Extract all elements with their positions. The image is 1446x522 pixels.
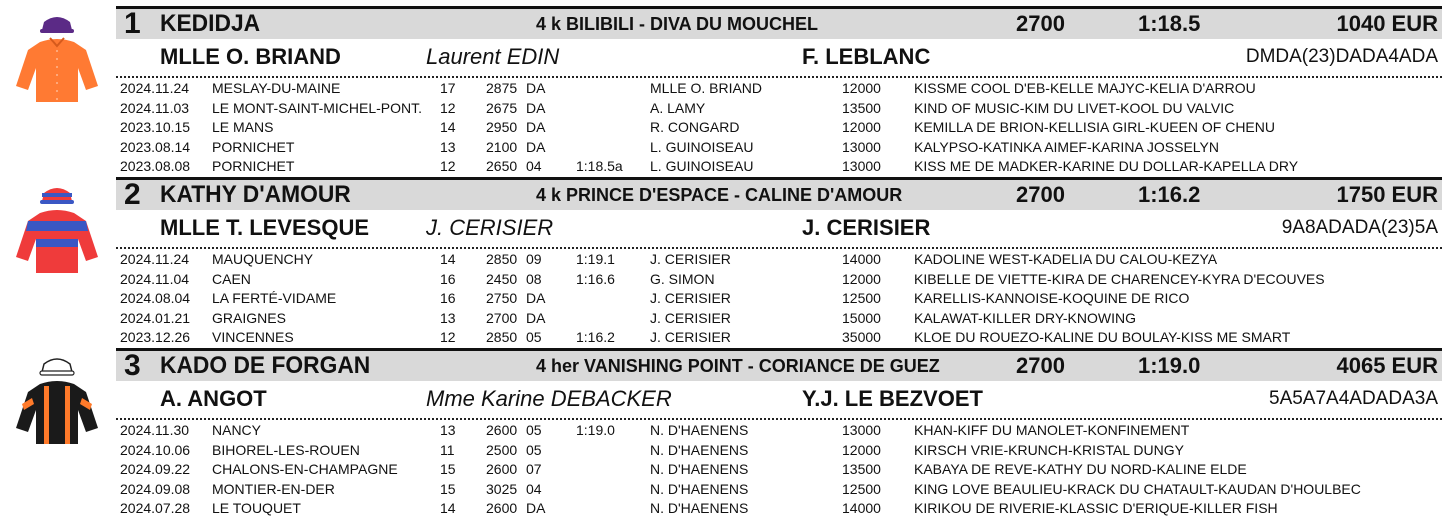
race-top-three: KING LOVE BEAULIEU-KRACK DU CHATAULT-KAUDAN D'HOULBEC: [914, 480, 1361, 497]
entry-1[interactable]: [0, 6, 1446, 180]
driver: Mme Karine DEBACKER: [426, 386, 672, 411]
race-top-three: KIRSCH VRIE-KRUNCH-KRISTAL DUNGY: [914, 441, 1184, 458]
horse-name[interactable]: KADO DE FORGAN: [160, 352, 371, 379]
form-string: DMDA(23)DADA4ADA: [1245, 46, 1438, 67]
race-top-three: KIND OF MUSIC-KIM DU LIVET-KOOL DU VALVIC: [914, 99, 1235, 116]
race-driver: J. CERISIER: [650, 309, 731, 326]
race-distance-cell: 2650: [486, 158, 518, 174]
past-races: [116, 418, 1442, 519]
finish-rank: DA: [526, 99, 546, 116]
finish-rank: 05: [526, 329, 542, 345]
race-top-three: KHAN-KIFF DU MANOLET-KONFINEMENT: [914, 422, 1190, 438]
race-top-three: KALYPSO-KATINKA AIMEF-KARINA JOSSELYN: [914, 138, 1219, 155]
race-driver: J. CERISIER: [650, 290, 731, 306]
record-time: 1:16.2: [1138, 182, 1201, 207]
race-row[interactable]: [116, 480, 1442, 500]
race-venue: PORNICHET: [212, 158, 295, 174]
finish-rank: 04: [526, 158, 542, 174]
form-string: 9A8ADADA(23)5A: [1281, 217, 1438, 238]
race-driver: R. CONGARD: [650, 119, 740, 135]
record-time: 1:19.0: [1138, 353, 1201, 378]
race-venue: GRAIGNES: [212, 309, 286, 326]
race-venue: LE TOUQUET: [212, 500, 301, 516]
race-date: 2024.01.21: [120, 309, 191, 326]
finish-rank: DA: [526, 119, 546, 135]
race-venue: VINCENNES: [212, 329, 294, 345]
race-date: 2024.11.04: [120, 270, 190, 287]
race-purse: 12000: [842, 270, 881, 287]
horse-name[interactable]: KATHY D'AMOUR: [160, 181, 351, 208]
race-venue: CHALONS-EN-CHAMPAGNE: [212, 461, 398, 477]
race-driver: N. D'HAENENS: [650, 500, 749, 516]
record-time: 1:18.5: [1138, 11, 1201, 36]
race-distance-cell: 2600: [486, 500, 518, 516]
race-purse: 13000: [842, 158, 881, 174]
race-row[interactable]: [116, 289, 1442, 309]
finish-rank: 04: [526, 480, 542, 497]
race-row[interactable]: [116, 118, 1442, 138]
race-venue: LA FERTÉ-VIDAME: [212, 290, 337, 306]
finish-rank: 05: [526, 441, 542, 458]
race-time: 1:16.2: [576, 329, 615, 345]
past-races: [116, 76, 1442, 177]
race-top-three: KADOLINE WEST-KADELIA DU CALOU-KEZYA: [914, 251, 1218, 267]
race-row[interactable]: [116, 99, 1442, 119]
finish-rank: 08: [526, 270, 542, 287]
race-distance: 2700: [1016, 353, 1065, 378]
race-driver: N. D'HAENENS: [650, 422, 749, 438]
trainer: J. CERISIER: [802, 215, 931, 240]
finish-rank: 07: [526, 461, 542, 477]
race-top-three: KALAWAT-KILLER DRY-KNOWING: [914, 309, 1136, 326]
finish-rank: DA: [526, 290, 546, 306]
field-size: 11: [440, 441, 455, 458]
trainer: F. LEBLANC: [802, 44, 931, 69]
jockey-silk-icon: [14, 16, 100, 104]
horse-number: 2: [124, 178, 141, 211]
race-top-three: KEMILLA DE BRION-KELLISIA GIRL-KUEEN OF CHENU: [914, 119, 1275, 135]
race-driver: MLLE O. BRIAND: [650, 80, 763, 96]
race-date: 2024.11.30: [120, 422, 190, 438]
finish-rank: 05: [526, 422, 542, 438]
race-venue: MESLAY-DU-MAINE: [212, 80, 341, 96]
race-time: 1:18.5a: [576, 158, 623, 174]
race-row[interactable]: [116, 460, 1442, 480]
owner: A. ANGOT: [160, 386, 267, 411]
race-date: 2024.11.24: [120, 80, 190, 96]
race-top-three: KIRIKOU DE RIVERIE-KLASSIC D'ERIQUE-KILLER FISH: [914, 500, 1278, 516]
jockey-silk-icon: [14, 358, 100, 446]
race-purse: 35000: [842, 329, 881, 345]
field-size: 14: [440, 500, 456, 516]
race-purse: 12500: [842, 290, 881, 306]
owner: MLLE T. LEVESQUE: [160, 215, 370, 240]
race-top-three: KISSME COOL D'EB-KELLE MAJYC-KELIA D'ARROU: [914, 80, 1256, 96]
race-date: 2024.09.08: [120, 480, 191, 497]
race-purse: 12500: [842, 480, 881, 497]
race-driver: N. D'HAENENS: [650, 461, 749, 477]
connections: [116, 40, 1442, 74]
race-venue: CAEN: [212, 270, 251, 287]
race-distance-cell: 2600: [486, 422, 518, 438]
race-purse: 12000: [842, 119, 881, 135]
race-row[interactable]: [116, 250, 1442, 270]
finish-rank: DA: [526, 80, 546, 96]
race-purse: 13000: [842, 138, 881, 155]
race-distance-cell: 2100: [486, 138, 518, 155]
field-size: 12: [440, 99, 456, 116]
race-date: 2024.10.06: [120, 441, 191, 458]
race-time: 1:19.0: [576, 422, 615, 438]
race-distance-cell: 2600: [486, 461, 518, 477]
connections: [116, 382, 1442, 416]
race-venue: BIHOREL-LES-ROUEN: [212, 441, 360, 458]
driver: J. CERISIER: [426, 215, 554, 240]
race-distance-cell: 2850: [486, 329, 518, 345]
race-date: 2024.11.24: [120, 251, 190, 267]
race-date: 2023.08.08: [120, 158, 191, 174]
race-row[interactable]: [116, 441, 1442, 461]
finish-rank: DA: [526, 500, 546, 516]
race-time: 1:19.1: [576, 251, 615, 267]
race-row[interactable]: [116, 328, 1442, 348]
field-size: 13: [440, 138, 456, 155]
race-date: 2023.10.15: [120, 119, 191, 135]
race-driver: J. CERISIER: [650, 251, 731, 267]
race-driver: A. LAMY: [650, 99, 706, 116]
race-venue: LE MANS: [212, 119, 274, 135]
race-date: 2023.12.26: [120, 329, 191, 345]
race-row[interactable]: [116, 499, 1442, 519]
race-date: 2024.09.22: [120, 461, 191, 477]
race-purse: 14000: [842, 500, 881, 516]
race-driver: L. GUINOISEAU: [650, 158, 754, 174]
race-driver: N. D'HAENENS: [650, 441, 749, 458]
race-purse: 13500: [842, 99, 881, 116]
race-distance-cell: 2875: [486, 80, 518, 96]
race-driver: G. SIMON: [650, 270, 715, 287]
finish-rank: DA: [526, 309, 546, 326]
race-distance-cell: 2700: [486, 309, 518, 326]
earnings: 4065 EUR: [1336, 353, 1438, 378]
horse-header: [116, 348, 1442, 381]
race-distance-cell: 2850: [486, 251, 518, 267]
owner: MLLE O. BRIAND: [160, 44, 341, 69]
horse-number: 1: [124, 7, 141, 40]
race-row[interactable]: [116, 157, 1442, 177]
driver: Laurent EDIN: [426, 44, 560, 69]
breeding: 4 her VANISHING POINT - CORIANCE DE GUEZ: [536, 356, 940, 376]
race-venue: MONTIER-EN-DER: [212, 480, 335, 497]
race-purse: 15000: [842, 309, 881, 326]
race-top-three: KISS ME DE MADKER-KARINE DU DOLLAR-KAPELLA DRY: [914, 158, 1299, 174]
race-date: 2024.11.03: [120, 99, 190, 116]
race-top-three: KABAYA DE REVE-KATHY DU NORD-KALINE ELDE: [914, 461, 1247, 477]
race-purse: 13000: [842, 422, 881, 438]
past-races: [116, 247, 1442, 348]
race-distance-cell: 2675: [486, 99, 518, 116]
race-venue: LE MONT-SAINT-MICHEL-PONT.: [212, 99, 423, 116]
field-size: 14: [440, 119, 456, 135]
connections: [116, 211, 1442, 245]
field-size: 12: [440, 158, 456, 174]
entry-2[interactable]: [0, 177, 1446, 351]
race-purse: 12000: [842, 441, 881, 458]
race-distance: 2700: [1016, 11, 1065, 36]
race-venue: NANCY: [212, 422, 262, 438]
form-string: 5A5A7A4ADADA3A: [1269, 388, 1438, 409]
race-distance: 2700: [1016, 182, 1065, 207]
race-purse: 14000: [842, 251, 881, 267]
race-distance-cell: 2450: [486, 270, 518, 287]
race-distance-cell: 2750: [486, 290, 518, 306]
race-date: 2024.08.04: [120, 290, 191, 306]
race-row[interactable]: [116, 421, 1442, 441]
field-size: 17: [440, 80, 456, 96]
trainer: Y.J. LE BEZVOET: [802, 386, 983, 411]
finish-rank: DA: [526, 138, 546, 155]
field-size: 15: [440, 480, 456, 497]
race-purse: 12000: [842, 80, 881, 96]
finish-rank: 09: [526, 251, 542, 267]
entry-3[interactable]: [0, 348, 1446, 522]
earnings: 1750 EUR: [1336, 182, 1438, 207]
race-time: 1:16.6: [576, 270, 615, 287]
field-size: 12: [440, 329, 456, 345]
race-row[interactable]: [116, 309, 1442, 329]
race-distance-cell: 3025: [486, 480, 518, 497]
field-size: 14: [440, 251, 456, 267]
field-size: 13: [440, 309, 456, 326]
race-distance-cell: 2950: [486, 119, 518, 135]
race-date: 2023.08.14: [120, 138, 191, 155]
race-row[interactable]: [116, 270, 1442, 290]
breeding: 4 k BILIBILI - DIVA DU MOUCHEL: [536, 14, 819, 34]
race-date: 2024.07.28: [120, 500, 191, 516]
horse-header: [116, 177, 1442, 210]
race-top-three: KLOE DU ROUEZO-KALINE DU BOULAY-KISS ME SMART: [914, 329, 1291, 345]
race-top-three: KIBELLE DE VIETTE-KIRA DE CHARENCEY-KYRA D'ECOUVES: [914, 270, 1325, 287]
earnings: 1040 EUR: [1336, 11, 1438, 36]
race-driver: N. D'HAENENS: [650, 480, 749, 497]
horse-header: [116, 6, 1442, 39]
field-size: 16: [440, 270, 456, 287]
race-purse: 13500: [842, 461, 881, 477]
field-size: 13: [440, 422, 456, 438]
race-top-three: KARELLIS-KANNOISE-KOQUINE DE RICO: [914, 290, 1190, 306]
race-driver: L. GUINOISEAU: [650, 138, 754, 155]
field-size: 16: [440, 290, 456, 306]
horse-number: 3: [124, 349, 141, 382]
race-venue: PORNICHET: [212, 138, 295, 155]
race-distance-cell: 2500: [486, 441, 518, 458]
race-venue: MAUQUENCHY: [212, 251, 314, 267]
race-row[interactable]: [116, 138, 1442, 158]
race-row[interactable]: [116, 79, 1442, 99]
jockey-silk-icon: [14, 187, 100, 275]
breeding: 4 k PRINCE D'ESPACE - CALINE D'AMOUR: [536, 185, 903, 205]
field-size: 15: [440, 461, 456, 477]
race-driver: J. CERISIER: [650, 329, 731, 345]
horse-name[interactable]: KEDIDJA: [160, 10, 261, 37]
